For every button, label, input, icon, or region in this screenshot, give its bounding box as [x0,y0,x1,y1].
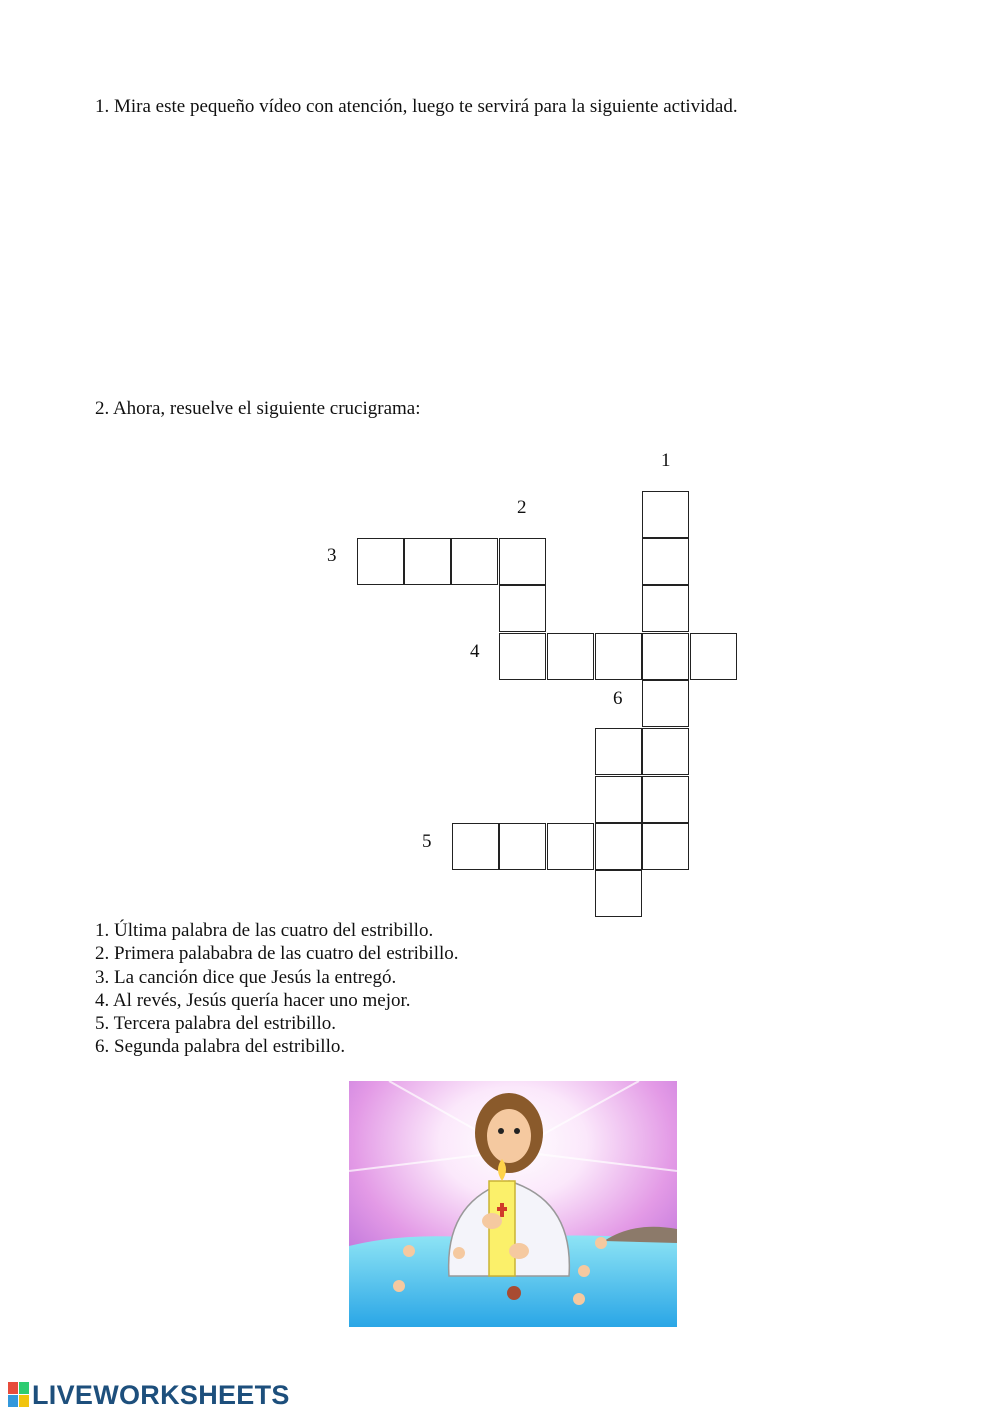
clue-number-6: 6 [613,688,623,709]
crossword-cell[interactable] [595,728,642,775]
logo-text: LIVEWORKSHEETS [32,1379,290,1410]
crossword-cell[interactable] [547,823,594,870]
crossword-cell[interactable] [547,633,594,680]
crossword-cell[interactable] [595,776,642,823]
crossword-cell[interactable] [642,823,689,870]
crossword-cell[interactable] [642,585,689,632]
liveworksheets-logo [8,1380,290,1410]
clue-item: 3. La canción dice que Jesús la entregó. [95,966,397,988]
clue-list [95,919,459,1059]
crossword-cell[interactable] [357,538,404,585]
crossword-cell[interactable] [404,538,451,585]
clue-item: 5. Tercera palabra del estribillo. [95,1013,336,1035]
clue-number-3: 3 [327,545,337,566]
instruction-1: 1. Mira este pequeño vídeo con atención, luego te servirá para la siguiente actividad. [95,96,738,117]
crossword-cell[interactable] [642,776,689,823]
crossword-cell[interactable] [642,728,689,775]
crossword-cell[interactable] [499,585,546,632]
crossword-cell[interactable] [595,823,642,870]
crossword-cell[interactable] [452,823,499,870]
crossword-cell[interactable] [595,870,642,917]
crossword-cell[interactable] [595,633,642,680]
clue-number-4: 4 [470,641,480,662]
crossword-cell[interactable] [499,633,546,680]
crossword-cell[interactable] [642,538,689,585]
clue-item: 4. Al revés, Jesús quería hacer uno mejor. [95,989,411,1011]
crossword-cell[interactable] [642,633,689,680]
clue-item: 6. Segunda palabra del estribillo. [95,1036,346,1058]
crossword-cell[interactable] [499,538,546,585]
liveworksheets-logo-icon [8,1382,30,1408]
clue-item: 2. Primera palababra de las cuatro del estribillo. [95,943,459,965]
clue-item: 1. Última palabra de las cuatro del estribillo. [95,920,434,941]
crossword-cell[interactable] [642,680,689,727]
jesus-candle-illustration [349,1081,677,1327]
crossword-cell[interactable] [642,491,689,538]
crossword-cell[interactable] [690,633,737,680]
clue-number-1: 1 [661,450,671,471]
crossword-cell[interactable] [451,538,498,585]
clue-number-2: 2 [517,497,527,518]
instruction-2: 2. Ahora, resuelve el siguiente crucigrama: [95,398,421,419]
crossword-cell[interactable] [499,823,546,870]
clue-number-5: 5 [422,831,432,852]
